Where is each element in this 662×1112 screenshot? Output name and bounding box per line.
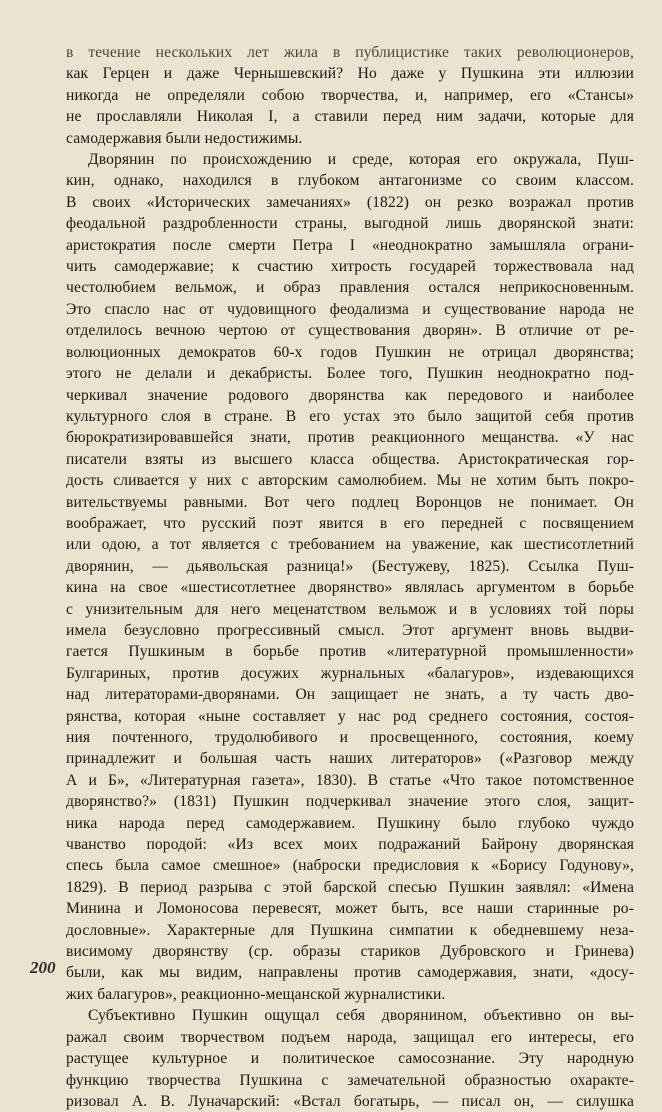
text-line: имела безусловно прогрессивный смысл. Этот аргумент вновь выдви-	[66, 621, 634, 639]
text-line: ния почтенного, трудолюбивого и просвещенного, состояния, коему	[66, 729, 634, 746]
text-line: этого не делали и декабристы. Более того, Пушкин неоднократно под-	[66, 365, 634, 383]
text-line: принадлежит и большая часть наших литераторов» («Разговор между	[66, 750, 634, 768]
text-line: кина на свое «шестисотлетнее дворянство» являлась аргументом в борьбе	[66, 579, 634, 597]
text-line: спесь была самое смешное» (наброски предисловия к «Борису Годунову»,	[66, 857, 634, 875]
text-line: вительствуемы равными. Вот чего подлец Воронцов не понимает. Он	[66, 493, 634, 511]
text-line: ника народа перед самодержавием. Пушкину было глубоко чуждо	[66, 814, 634, 832]
text-line: писатели взяты из высшего класса общества. Аристократическая гор-	[66, 450, 634, 468]
page-number: 200	[30, 958, 56, 977]
text-line: честолюбием вельмож, и образ правления остался неприкосновенным.	[66, 279, 634, 297]
text-line: чванство породой: «Из всех моих подражаний Байрону дворянская	[66, 836, 634, 854]
text-line: рянства, которая «ныне составляет у нас род среднего состояния, состоя-	[66, 707, 634, 725]
paragraph-1	[66, 42, 634, 149]
text-line: отделилось вечною чертою от существования дворян». В отличие от ре-	[66, 322, 634, 340]
paragraph-3	[66, 1005, 634, 1112]
text-line: кин, однако, находился в глубоком антагонизме со своим классом.	[66, 172, 634, 190]
text-line: ризовал А. В. Луначарский: «Встал богатырь, — писал он, — силушка	[66, 1092, 634, 1110]
text-line: волюционных демократов 60-х годов Пушкин не отрицал дворянства;	[66, 343, 634, 361]
text-line: дворянство?» (1831) Пушкин подчеркивал значение этого слоя, защит-	[66, 793, 634, 811]
text-line: растущее культурное и политическое самосознание. Эту народную	[66, 1050, 634, 1068]
text-line: чить самодержавие; к счастию хитрость государей торжествовала над	[66, 258, 634, 276]
text-line: В своих «Исторических замечаниях» (1822) он резко возражал против	[66, 193, 634, 211]
text-line: аристократия после смерти Петра I «неоднократно замышляла ограни-	[66, 236, 634, 254]
text-line: феодальной раздробленности страны, выгодной лишь дворянской знати:	[66, 215, 634, 233]
text-line: дость сливается у них с авторским самолюбием. Мы не хотим быть покро-	[66, 472, 634, 490]
text-line: ражал своим творчеством подъем народа, защищал его интересы, его	[66, 1028, 634, 1046]
text-line: как Герцен и даже Чернышевский? Но даже у Пушкина эти иллюзии	[66, 65, 634, 83]
text-line: А и Б», «Литературная газета», 1830). В статье «Что такое потомственное	[66, 771, 634, 789]
text-line: дворянин, — дьявольская разница!» (Бестужеву, 1825). Ссылка Пуш-	[66, 557, 634, 575]
text-line: Минина и Ломоносова перевесят, может быть, все наши старинные ро-	[66, 900, 634, 918]
text-line: 1829). В период разрыва с этой барской спесью Пушкин заявлял: «Имена	[66, 878, 634, 896]
text-line: функцию творчества Пушкина с замечательной образностью охаракте-	[66, 1071, 634, 1089]
text-line: в течение нескольких лет жила в публицистике таких революционеров,	[66, 44, 634, 61]
text-line: над литераторами-дворянами. Он защищает не знать, а ту часть дво-	[66, 686, 634, 704]
text-line: никогда не определяли собою творчества, и, например, его «Стансы»	[66, 86, 634, 104]
text-line: Дворянин по происхождению и среде, которая его окружала, Пуш-	[88, 151, 634, 169]
text-line: воображает, что русский поэт явится в его передней с посвящением	[66, 514, 634, 532]
text-line: или одою, а тот является с требованием на уважение, как шестисотлетний	[66, 536, 634, 554]
text-line: бюрократизировавшейся знати, против реакционного мещанства. «У нас	[66, 429, 634, 447]
text-line: черкивал значение родового дворянства как передового и наиболее	[66, 386, 634, 404]
text-line: жих балагуров», реакционно-мещанской журналистики.	[66, 985, 446, 1003]
text-line: Субъективно Пушкин ощущал себя дворянином, объективно он вы-	[88, 1007, 634, 1025]
text-line: гается Пушкиным в борьбе против «литературной промышленности»	[66, 643, 634, 661]
body-text	[66, 42, 634, 1112]
text-line: культурного слоя в стране. В его устах это было защитой себя против	[66, 407, 634, 425]
text-line: с унизительным для него меценатством вельмож и в условиях той поры	[66, 600, 634, 618]
text-line: самодержавия были недостижимы.	[66, 129, 303, 147]
paragraph-2	[66, 149, 634, 1005]
text-line: были, как мы видим, направлены против самодержавия, знати, «досу-	[66, 964, 634, 982]
text-line: висимому дворянству (ср. образы стариков Дубровского и Гринева)	[66, 943, 634, 961]
text-line: не прославляли Николая I, а ставили перед ним задачи, которые для	[66, 108, 634, 126]
text-line: дословные». Характерные для Пушкина симпатии к обедневшему неза-	[66, 921, 634, 939]
text-line: Это спасло нас от чудовищного феодализма и существование народа не	[66, 300, 634, 318]
text-line: Булгариных, против досужих журнальных «балагуров», издевающихся	[66, 664, 634, 682]
